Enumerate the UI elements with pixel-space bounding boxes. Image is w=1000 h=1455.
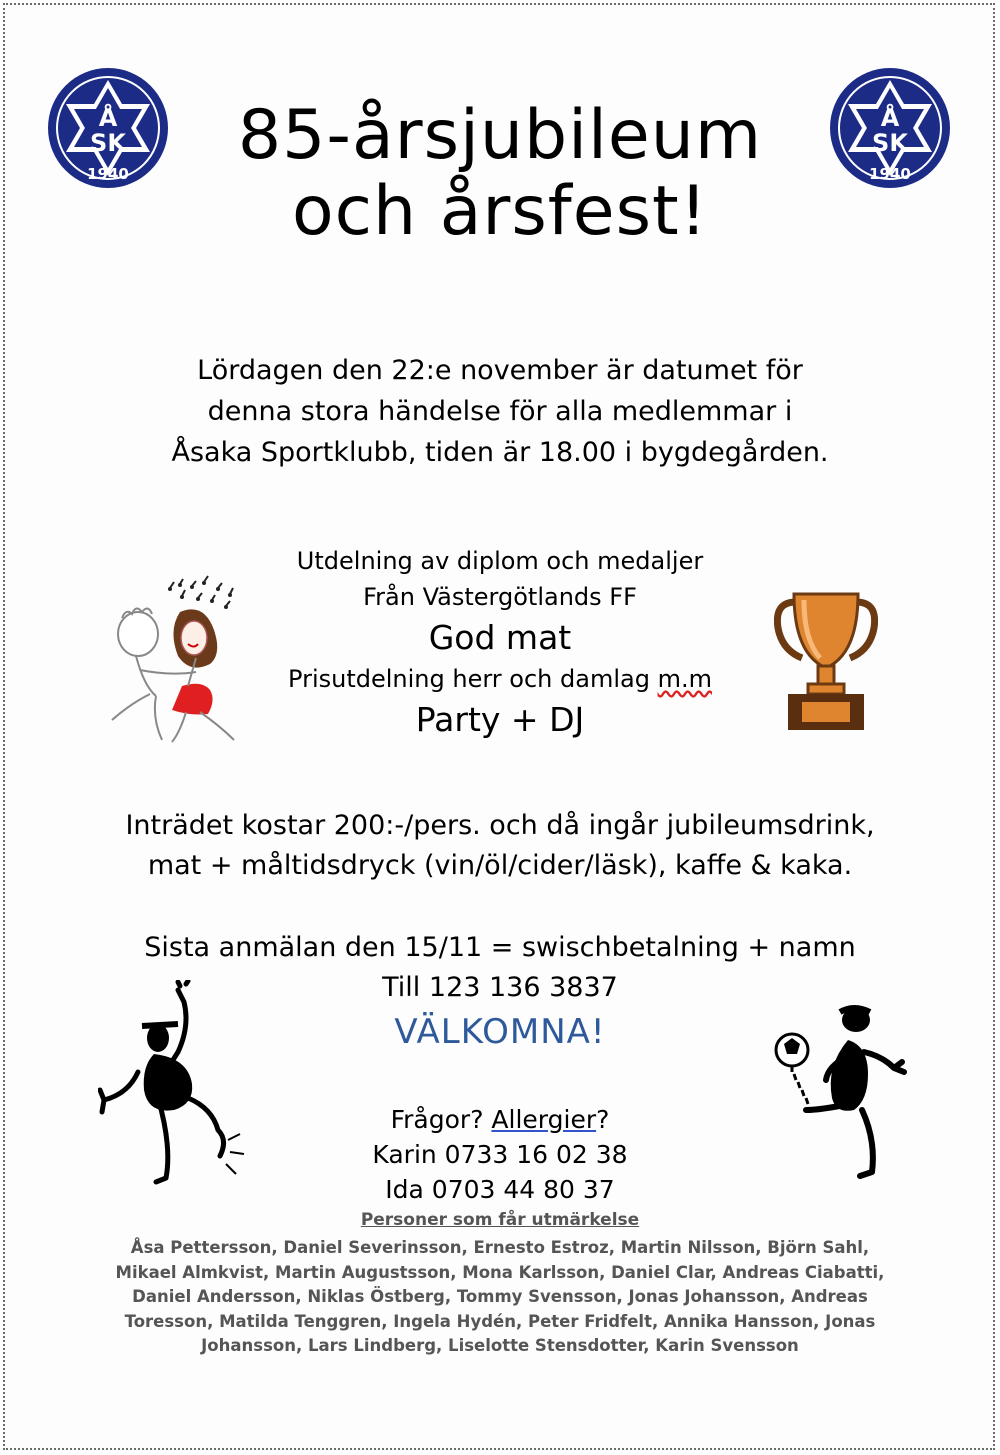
prizes-text: Prisutdelning herr och damlag: [288, 665, 658, 693]
question-mark: ?: [596, 1105, 610, 1134]
logo-letter-top: Å: [98, 104, 118, 132]
price-line-2: mat + måltidsdryck (vin/öl/cider/läsk), kaffe & kaka.: [147, 850, 853, 881]
price-line-1: Inträdet kostar 200:-/pers. och då ingår jubileumsdrink,: [125, 810, 875, 841]
awards-heading: Personer som får utmärkelse: [360, 1210, 640, 1230]
intro-line-1: Lördagen den 22:e november är datumet för: [197, 355, 803, 386]
questions-line: [0, 1102, 1000, 1137]
title-line-2: och årsfest!: [292, 172, 708, 252]
prizes-abbr: m.m: [657, 665, 712, 693]
program-item-vff: Från Västergötlands FF: [363, 583, 637, 611]
welcome-heading: VÄLKOMNA!: [394, 1012, 606, 1052]
program-item-food: God mat: [428, 618, 572, 657]
awards-names: Åsa Pettersson, Daniel Severinsson, Ernesto Estroz, Martin Nilsson, Björn Sahl, Mikael Almkvist, Martin Augustsson, Mona Karlsson, Daniel Clar, Andreas Ciabatti, Daniel Andersson, Niklas Östberg, Tommy Svensson, Jonas Johansson, Andreas Toresson, Matilda Tenggren, Ingela Hydén, Peter Fridfelt, Annika Hansson, Jonas Johansson, Lars Lindberg, Liselotte Stensdotter, Karin Svensson: [115, 1238, 885, 1356]
intro-line-2: denna stora händelse för alla medlemmar i: [207, 396, 793, 427]
intro-paragraph: [0, 350, 1000, 473]
program-item-diploma: Utdelning av diplom och medaljer: [296, 547, 704, 575]
logo-letter-top: Å: [880, 104, 900, 132]
allergies-text: Allergier: [491, 1105, 597, 1134]
logo-letters-sk: SK: [90, 129, 126, 157]
poster-title: [0, 98, 1000, 250]
registration-line-1: Sista anmälan den 15/11 = swischbetalning + namn: [144, 932, 856, 963]
logo-year: 1940: [87, 165, 129, 183]
registration-line-2: Till 123 136 3837: [382, 972, 618, 1003]
logo-year: 1940: [869, 165, 911, 183]
title-line-1: 85-årsjubileum: [237, 96, 763, 175]
intro-line-3: Åsaka Sportklubb, tiden är 18.00 i bygdegården.: [171, 437, 829, 468]
questions-text: Frågor?: [390, 1105, 492, 1134]
contact-info: [0, 1102, 1000, 1207]
trophy-icon: [774, 590, 878, 734]
logo-letters-sk: SK: [872, 129, 908, 157]
program-item-party: Party + DJ: [415, 700, 585, 739]
contact-ida: Ida 0703 44 80 37: [385, 1175, 615, 1204]
price-info: [0, 806, 1000, 886]
contact-karin: Karin 0733 16 02 38: [372, 1140, 628, 1169]
